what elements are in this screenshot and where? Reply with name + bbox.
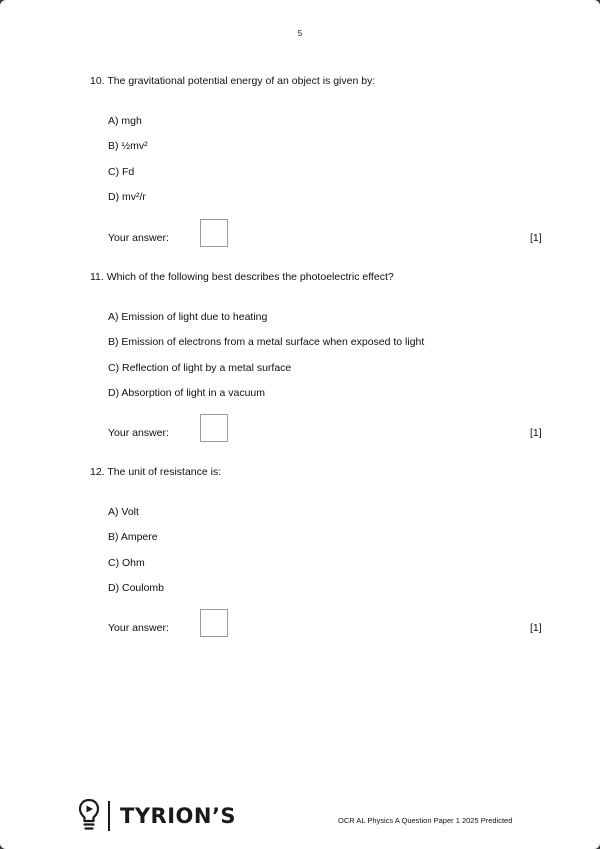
paper-title: OCR AL Physics A Question Paper 1 2025 Predicted bbox=[338, 816, 513, 825]
marks: [1] bbox=[530, 622, 542, 634]
question-text: 11. Which of the following best describes the photoelectric effect? bbox=[90, 271, 394, 283]
brand-name: TYRION’S bbox=[120, 804, 237, 828]
option-a: A) Emission of light due to heating bbox=[108, 311, 268, 323]
question-text: 10. The gravitational potential energy of an object is given by: bbox=[90, 75, 376, 87]
option-b: B) ½mv² bbox=[108, 140, 148, 152]
answer-box[interactable] bbox=[200, 219, 228, 247]
your-answer-label: Your answer: bbox=[108, 622, 169, 634]
your-answer-label: Your answer: bbox=[108, 427, 169, 439]
option-d: D) Absorption of light in a vacuum bbox=[108, 387, 265, 399]
option-d: D) mv²/r bbox=[108, 191, 146, 203]
option-c: C) Fd bbox=[108, 166, 135, 178]
brand-logo bbox=[78, 796, 236, 836]
option-d: D) Coulomb bbox=[108, 582, 165, 594]
answer-box[interactable] bbox=[200, 609, 228, 637]
option-c: C) Ohm bbox=[108, 557, 145, 569]
option-b: B) Emission of electrons from a metal surface when exposed to light bbox=[108, 336, 425, 348]
page-number: 5 bbox=[297, 29, 303, 38]
option-c: C) Reflection of light by a metal surface bbox=[108, 362, 292, 374]
marks: [1] bbox=[530, 232, 542, 244]
marks: [1] bbox=[530, 427, 542, 439]
your-answer-label: Your answer: bbox=[108, 232, 169, 244]
option-b: B) Ampere bbox=[108, 531, 158, 543]
question-text: 12. The unit of resistance is: bbox=[90, 466, 222, 478]
brand-divider bbox=[108, 801, 110, 831]
answer-box[interactable] bbox=[200, 414, 228, 442]
option-a: A) mgh bbox=[108, 115, 142, 127]
option-a: A) Volt bbox=[108, 506, 139, 518]
lightbulb-play-icon bbox=[78, 798, 100, 834]
